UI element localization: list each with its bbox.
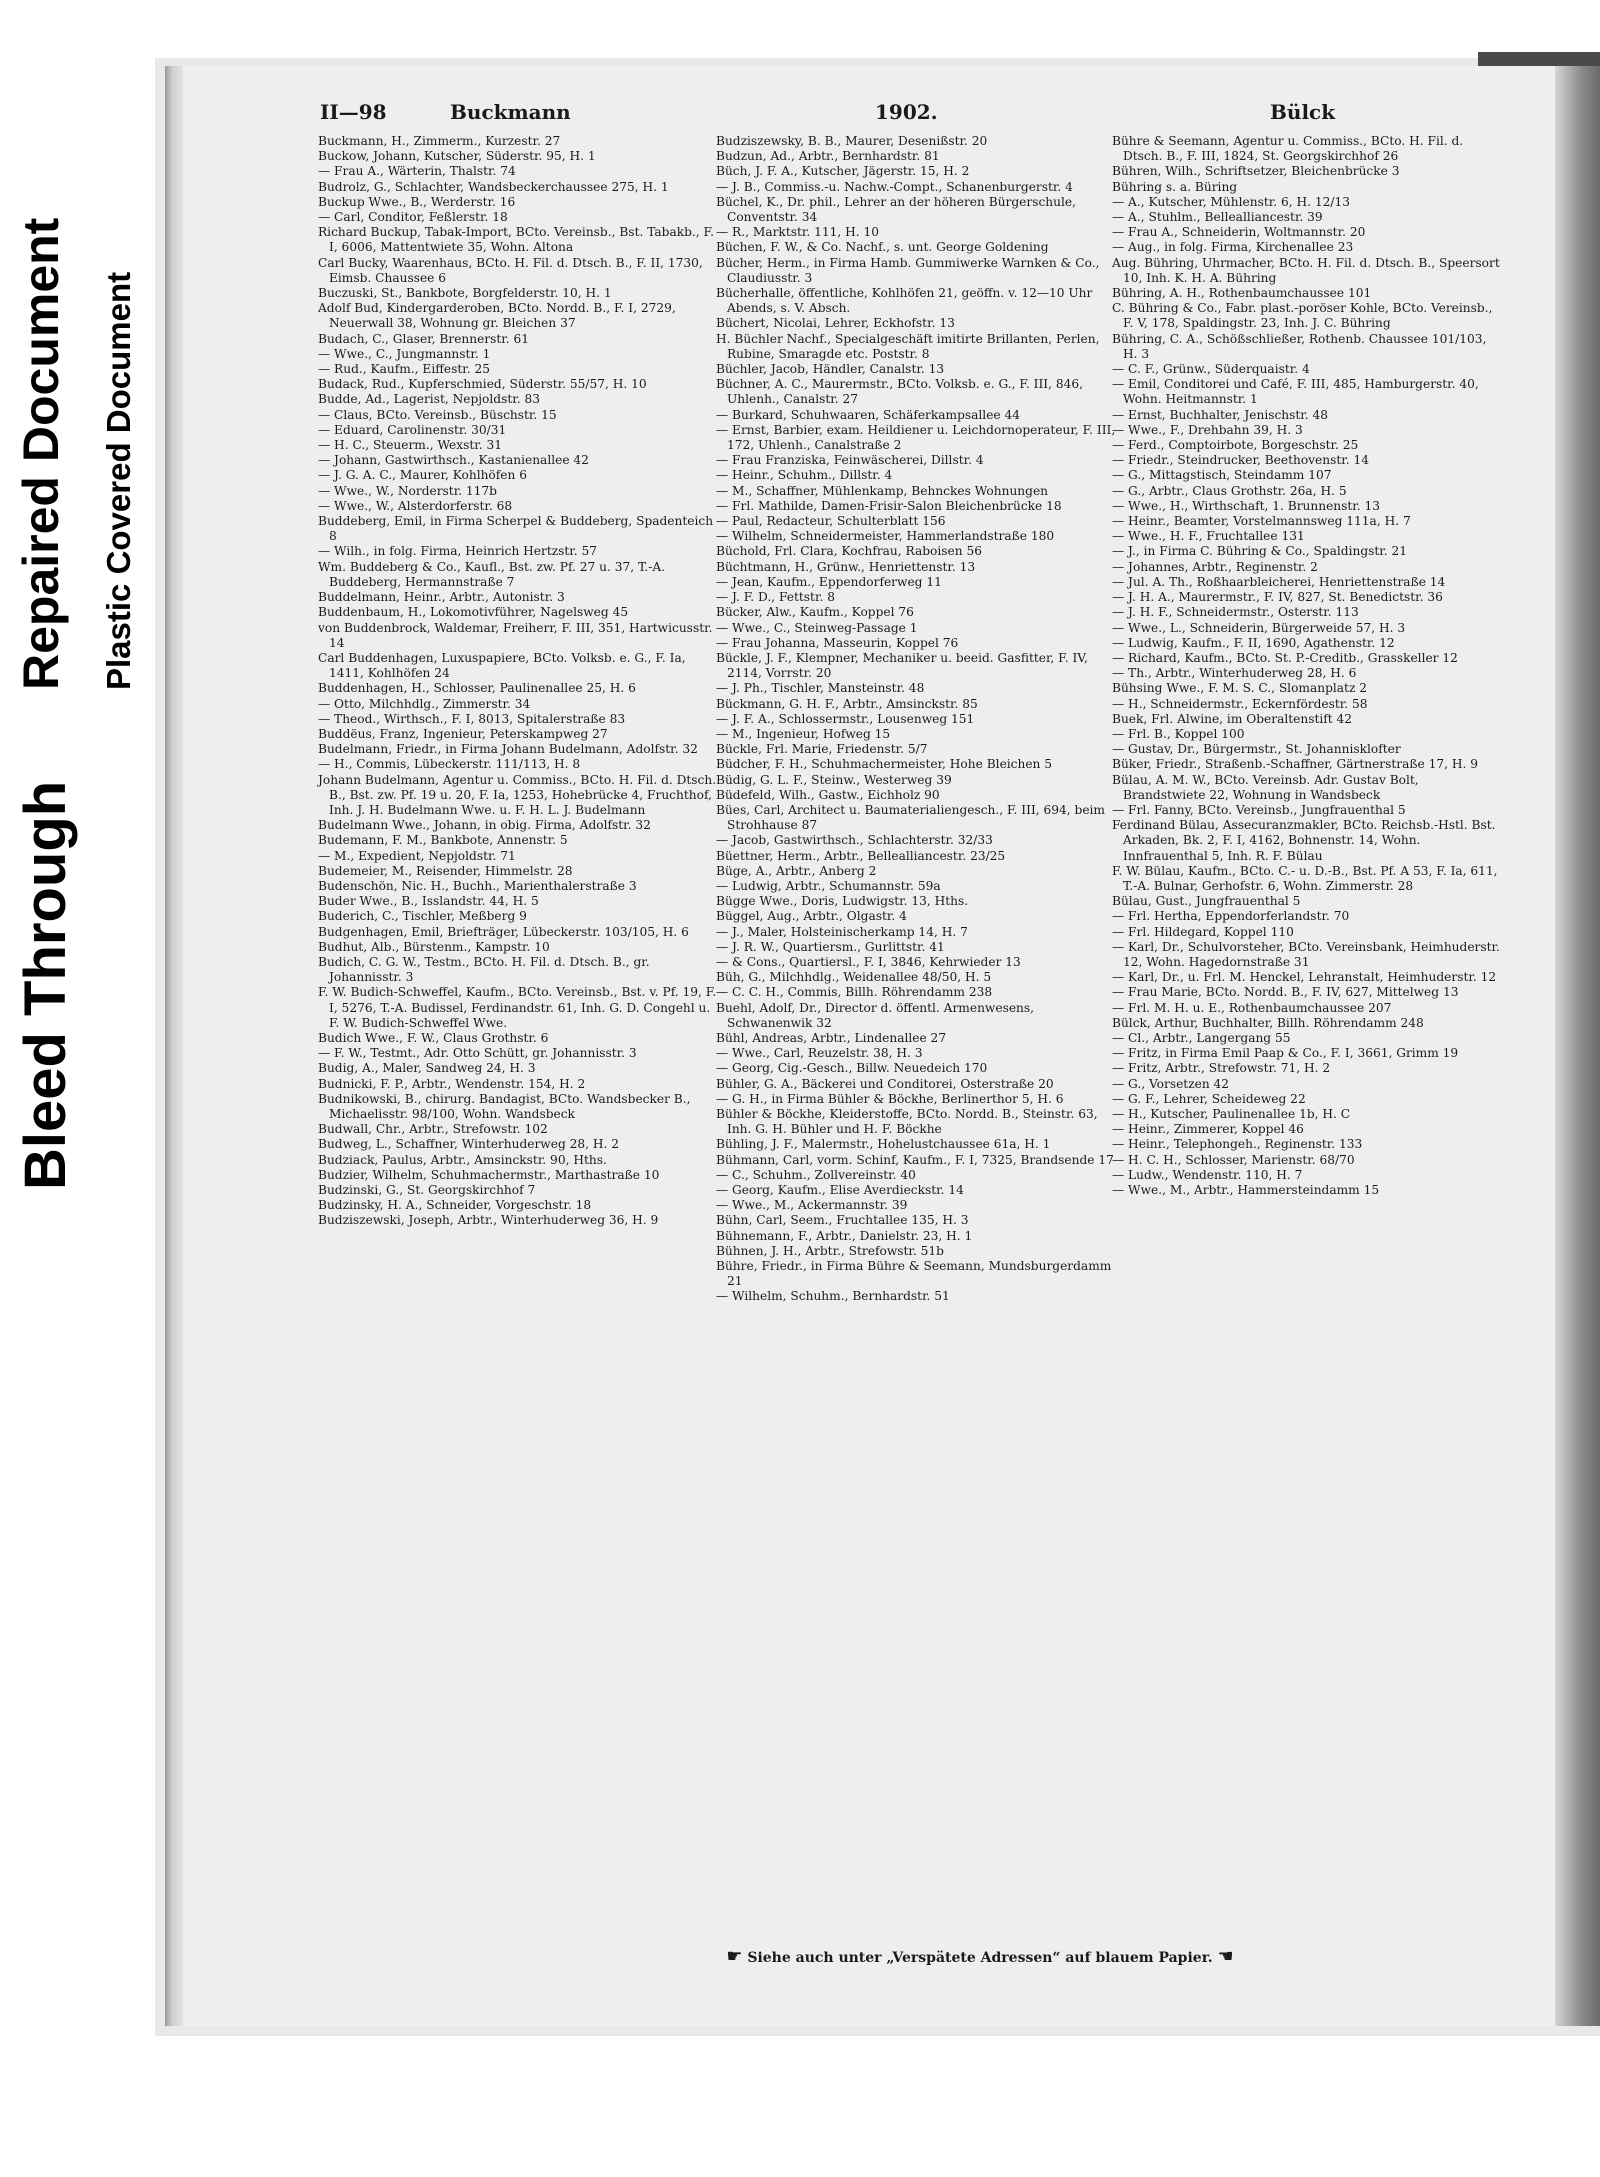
directory-entry: Budzun, Ad., Arbtr., Bernhardstr. 81 (716, 149, 940, 164)
directory-entry: — Frau Marie, BCto. Nordd. B., F. IV, 627, Mittelweg 13 (1112, 985, 1459, 1000)
directory-entry: — Wwe., M., Ackermannstr. 39 (716, 1198, 908, 1213)
directory-entry: — Ferd., Comptoirbote, Borgeschstr. 25 (1112, 438, 1359, 453)
directory-entry: Buder Wwe., B., Isslandstr. 44, H. 5 (318, 894, 539, 909)
directory-entry: — Wilhelm, Schuhm., Bernhardstr. 51 (716, 1289, 950, 1304)
directory-entry: — Wwe., W., Alsterdorferstr. 68 (318, 498, 513, 513)
directory-entry: — Eduard, Carolinenstr. 30/31 (318, 422, 507, 437)
directory-entry: Bühler & Böckhe, Kleiderstoffe, BCto. Nordd. B., Steinstr. 63, Inh. G. H. Bühler und H. F. Böckhe (716, 1107, 1098, 1137)
directory-entry: — Frl. Fanny, BCto. Vereinsb., Jungfrauenthal 5 (1112, 802, 1406, 817)
directory-entry: — & Cons., Quartiersl., F. I, 3846, Kehrwieder 13 (716, 954, 1021, 969)
directory-entry: — Georg, Kaufm., Elise Averdieckstr. 14 (716, 1183, 964, 1198)
directory-entry: — Wilh., in folg. Firma, Heinrich Hertzstr. 57 (318, 544, 598, 559)
directory-entry: — Frl. M. H. u. E., Rothenbaumchaussee 207 (1112, 1000, 1392, 1015)
directory-entry: Buddenhagen, H., Schlosser, Paulinenallee 25, H. 6 (318, 681, 636, 696)
directory-entry: Budhut, Alb., Bürstenm., Kampstr. 10 (318, 939, 550, 954)
directory-entry: Bügge Wwe., Doris, Ludwigstr. 13, Hths. (716, 894, 969, 909)
directory-entry: — Frau A., Schneiderin, Woltmannstr. 20 (1112, 225, 1366, 240)
directory-entry: — Heinr., Beamter, Vorstelmannsweg 111a, H. 7 (1112, 514, 1411, 529)
directory-entry: — Johannes, Arbtr., Reginenstr. 2 (1112, 559, 1318, 574)
directory-entry: — Wwe., H. F., Fruchtallee 131 (1112, 529, 1305, 544)
directory-entry: Buddeberg, Emil, in Firma Scherpel & Buddeberg, Spadenteich 8 (318, 514, 714, 544)
directory-entry: Budziszewsky, B. B., Maurer, Desenißstr. 20 (716, 134, 988, 148)
directory-entry: Büchen, F. W., & Co. Nachf., s. unt. George Goldening (716, 240, 1049, 255)
directory-entry: Büch, J. F. A., Kutscher, Jägerstr. 15, H. 2 (716, 164, 970, 179)
directory-entry: — R., Marktstr. 111, H. 10 (716, 225, 879, 240)
directory-entry: — J. F. D., Fettstr. 8 (716, 590, 835, 605)
directory-entry: — G., Mittagstisch, Steindamm 107 (1112, 468, 1332, 483)
directory-entry: — Fritz, Arbtr., Strefowstr. 71, H. 2 (1112, 1061, 1331, 1076)
directory-entry: Bühsing Wwe., F. M. S. C., Slomanplatz 2 (1112, 681, 1368, 696)
directory-entry: Budwall, Chr., Arbtr., Strefowstr. 102 (318, 1122, 548, 1137)
directory-entry: Büker, Friedr., Straßenb.-Schaffner, Gärtnerstraße 17, H. 9 (1112, 757, 1478, 772)
directory-entry: — J. B., Commiss.-u. Nachw.-Compt., Schanenburgerstr. 4 (716, 179, 1073, 194)
directory-entry: Buehl, Adolf, Dr., Director d. öffentl. Armenwesens, Schwanenwik 32 (716, 1000, 1035, 1030)
directory-entry: — M., Schaffner, Mühlenkamp, Behnckes Wohnungen (716, 483, 1049, 498)
directory-entry: C. Bühring & Co., Fabr. plast.-poröser Kohle, BCto. Vereinsb., F. V, 178, Spaldingstr. 23, Inh. J. C. Bühring (1112, 301, 1493, 331)
directory-entry: — Otto, Milchhdlg., Zimmerstr. 34 (318, 696, 531, 711)
directory-entry: Budzinski, G., St. Georgskirchhof 7 (318, 1183, 536, 1198)
directory-entry: Bühring s. a. Büring (1112, 179, 1238, 194)
directory-entry: — Ernst, Buchhalter, Jenischstr. 48 (1112, 407, 1329, 422)
directory-entry: Budweg, L., Schaffner, Winterhuderweg 28, H. 2 (318, 1137, 620, 1152)
directory-entry: Buczuski, St., Bankbote, Borgfelderstr. 10, H. 1 (318, 286, 612, 301)
directory-entry: — Frl. Hildegard, Koppel 110 (1112, 924, 1294, 939)
directory-entry: Bückle, J. F., Klempner, Mechaniker u. beeid. Gasfitter, F. IV, 2114, Vorrstr. 20 (716, 650, 1088, 681)
directory-entry: Buek, Frl. Alwine, im Oberaltenstift 42 (1112, 711, 1353, 726)
directory-entry: — F. W., Testmt., Adr. Otto Schütt, gr. Johannisstr. 3 (318, 1046, 637, 1061)
directory-entry: — Carl, Conditor, Feßlerstr. 18 (318, 210, 508, 225)
directory-entry: — Frau A., Wärterin, Thalstr. 74 (318, 164, 516, 179)
directory-entry: — Wwe., H., Wirthschaft, 1. Brunnenstr. 13 (1112, 498, 1381, 513)
directory-entry: Bühre, Friedr., in Firma Bühre & Seemann, Mundsburgerdamm 21 (716, 1259, 1112, 1289)
directory-entry: Budelmann, Friedr., in Firma Johann Budelmann, Adolfstr. 32 (318, 742, 698, 757)
header-year: 1902. (875, 100, 938, 124)
directory-entry: Carl Bucky, Waarenhaus, BCto. H. Fil. d. Dtsch. B., F. II, 1730, Eimsb. Chaussee 6 (318, 255, 703, 285)
directory-entry: Ferdinand Bülau, Assecuranzmakler, BCto. Reichsb.-Hstl. Bst. Arkaden, Bk. 2, F. I, 4162, Bohnenstr. 14, Wohn. Innfrauenthal 5, Inh. R. F. Bülau (1112, 818, 1496, 863)
page-header (320, 100, 1360, 130)
footer-note: Siehe auch unter „Verspätete Adressen“ auf blauem Papier. (747, 1950, 1213, 1966)
directory-entry: — Heinr., Telephongeh., Reginenstr. 133 (1112, 1137, 1363, 1152)
directory-entry: Büh, G., Milchhdlg., Weidenallee 48/50, H. 5 (716, 970, 992, 985)
directory-entry: — Wilhelm, Schneidermeister, Hammerlandstraße 180 (716, 529, 1055, 544)
directory-entry: Bücker, Alw., Kaufm., Koppel 76 (716, 605, 914, 620)
directory-entry: — Karl, Dr., Schulvorsteher, BCto. Vereinsbank, Heimhuderstr. 12, Wohn. Hagedornstraße 31 (1112, 939, 1500, 969)
directory-column-1 (318, 134, 718, 1984)
directory-entry: H. Büchler Nachf., Specialgeschäft imitirte Brillanten, Perlen, Rubine, Smaragde etc. Poststr. 8 (716, 331, 1100, 361)
directory-entry: Richard Buckup, Tabak-Import, BCto. Vereinsb., Bst. Tabakb., F. I, 6006, Mattentwiete 35, Wohn. Altona (318, 225, 714, 255)
directory-entry: F. W. Bülau, Kaufm., BCto. C.- u. D.-B., Bst. Pf. A 53, F. Ia, 611, T.-A. Bulnar, Gerhofstr. 6, Wohn. Zimmerstr. 28 (1112, 863, 1498, 893)
directory-entry: Bühren, Wilh., Schriftsetzer, Bleichenbrücke 3 (1112, 164, 1400, 179)
directory-entry: — H. C., Steuerm., Wexstr. 31 (318, 438, 502, 453)
directory-entry: — Jul. A. Th., Roßhaarbleicherei, Henriettenstraße 14 (1112, 574, 1446, 589)
directory-entry: F. W. Budich-Schweffel, Kaufm., BCto. Vereinsb., Bst. v. Pf. 19, F. I, 5276, T.-A. Budissel, Ferdinandstr. 61, Inh. G. D. Congehl u. F. W. Budich-Schweffel Wwe. (318, 985, 717, 1030)
directory-entry: Büdig, G. L. F., Steinw., Westerweg 39 (716, 772, 952, 787)
directory-entry: — C., Schuhm., Zollvereinstr. 40 (716, 1167, 916, 1182)
directory-entry: — Ludwig, Kaufm., F. II, 1690, Agathenstr. 12 (1112, 635, 1395, 650)
directory-entry: von Buddenbrock, Waldemar, Freiherr, F. III, 351, Hartwicusstr. 14 (318, 620, 713, 650)
directory-entry: — Ernst, Barbier, exam. Heildiener u. Leichdornoperateur, F. III, 172, Uhlenh., Canalstraße 2 (716, 422, 1116, 453)
directory-entry: Adolf Bud, Kindergarderoben, BCto. Nordd. B., F. I, 2729, Neuerwall 38, Wohnung gr. Bleichen 37 (318, 301, 676, 331)
directory-entry: — Gustav, Dr., Bürgermstr., St. Johannisklofter (1112, 742, 1401, 757)
directory-entry: — M., Expedient, Nepjoldstr. 71 (318, 848, 516, 863)
directory-entry: — J. H. A., Maurermstr., F. IV, 827, St. Benedictstr. 36 (1112, 590, 1443, 605)
directory-entry: Büchold, Frl. Clara, Kochfrau, Raboisen 56 (716, 544, 982, 559)
directory-entry: Budziack, Paulus, Arbtr., Amsinckstr. 90, Hths. (318, 1152, 607, 1167)
scan-edge-dark (1478, 52, 1600, 66)
directory-entry: Bühnen, J. H., Arbtr., Strefowstr. 51b (716, 1243, 944, 1258)
directory-entry: — Friedr., Steindrucker, Beethovenstr. 14 (1112, 453, 1370, 468)
page-footer (600, 1946, 1360, 1966)
directory-entry: Bülau, Gust., Jungfrauenthal 5 (1112, 894, 1301, 909)
label-bleed-through: Bleed Through (13, 780, 78, 1190)
directory-entry: Büge, A., Arbtr., Anberg 2 (716, 863, 877, 878)
header-last-entry: Bülck (1270, 100, 1336, 124)
directory-entry: Budack, Rud., Kupferschmied, Süderstr. 55/57, H. 10 (318, 377, 647, 392)
directory-entry: — Aug., in folg. Firma, Kirchenallee 23 (1112, 240, 1354, 255)
directory-entry: Budemeier, M., Reisender, Himmelstr. 28 (318, 863, 573, 878)
directory-column-3 (1112, 134, 1502, 1984)
directory-entry: — G. H., in Firma Bühler & Böckhe, Berlinerthor 5, H. 6 (716, 1091, 1064, 1106)
directory-entry: Buckow, Johann, Kutscher, Süderstr. 95, H. 1 (318, 149, 596, 164)
directory-entry: Bückle, Frl. Marie, Friedenstr. 5/7 (716, 742, 928, 757)
directory-entry: Bülau, A. M. W., BCto. Vereinsb. Adr. Gustav Bolt, Brandstwiete 22, Wohnung in Wandsbeck (1112, 772, 1419, 802)
directory-entry: Budziszewski, Joseph, Arbtr., Winterhuderweg 36, H. 9 (318, 1213, 659, 1228)
directory-entry: Budelmann Wwe., Johann, in obig. Firma, Adolfstr. 32 (318, 818, 651, 833)
directory-entry: Bühl, Andreas, Arbtr., Lindenallee 27 (716, 1030, 947, 1045)
directory-entry: Carl Buddenhagen, Luxuspapiere, BCto. Volksb. e. G., F. Ia, 1411, Kohlhöfen 24 (318, 650, 686, 681)
directory-entry: — Heinr., Zimmerer, Koppel 46 (1112, 1122, 1304, 1137)
directory-entry: Wm. Buddeberg & Co., Kaufl., Bst. zw. Pf. 27 u. 37, T.-A. Buddeberg, Hermannstraße 7 (318, 559, 666, 589)
directory-entry: Bühnemann, F., Arbtr., Danielstr. 23, H. 1 (716, 1228, 973, 1243)
label-repaired-document: Repaired Document (13, 217, 69, 690)
directory-entry: — Frau Franziska, Feinwäscherei, Dillstr. 4 (716, 453, 984, 468)
directory-entry: — Burkard, Schuhwaaren, Schäferkampsallee 44 (716, 407, 1021, 422)
directory-entry: Bühling, J. F., Malermstr., Hohelustchaussee 61a, H. 1 (716, 1137, 1051, 1152)
directory-entry: — M., Ingenieur, Hofweg 15 (716, 726, 891, 741)
directory-entry: — H. C. H., Schlosser, Marienstr. 68/70 (1112, 1152, 1355, 1167)
directory-entry: — Heinr., Schuhm., Dillstr. 4 (716, 468, 893, 483)
directory-entry: Budzinsky, H. A., Schneider, Vorgeschstr. 18 (318, 1198, 592, 1213)
directory-entry: Bücherhalle, öffentliche, Kohlhöfen 21, geöffn. v. 12—10 Uhr Abends, s. V. Absch. (716, 286, 1093, 316)
directory-entry: — Wwe., Carl, Reuzelstr. 38, H. 3 (716, 1046, 923, 1061)
directory-entry: Budenschön, Nic. H., Buchh., Marienthalerstraße 3 (318, 878, 637, 893)
directory-entry: Budich, C. G. W., Testm., BCto. H. Fil. d. Dtsch. B., gr. Johannisstr. 3 (318, 954, 650, 985)
directory-entry: — G., Vorsetzen 42 (1112, 1076, 1230, 1091)
directory-entry: Buckmann, H., Zimmerm., Kurzestr. 27 (318, 134, 561, 148)
directory-entry: — Paul, Redacteur, Schulterblatt 156 (716, 514, 946, 529)
directory-entry: Budich Wwe., F. W., Claus Grothstr. 6 (318, 1030, 549, 1045)
label-plastic-covered-document: Plastic Covered Document (100, 271, 137, 690)
directory-entry: Bües, Carl, Architect u. Baumaterialiengesch., F. III, 694, beim Strohhause 87 (716, 802, 1105, 833)
directory-entry: — Frl. Hertha, Eppendorferlandstr. 70 (1112, 909, 1350, 924)
directory-entry: Budemann, F. M., Bankbote, Annenstr. 5 (318, 833, 568, 848)
directory-entry: Budrolz, G., Schlachter, Wandsbeckerchaussee 275, H. 1 (318, 179, 669, 194)
directory-entry: — H., Schneidermstr., Eckernfördestr. 58 (1112, 696, 1368, 711)
directory-entry: Bücher, Herm., in Firma Hamb. Gummiwerke Warnken & Co., Claudiusstr. 3 (716, 255, 1100, 285)
directory-entry: — Johann, Gastwirthsch., Kastanienallee 42 (318, 453, 589, 468)
directory-entry: Büchel, K., Dr. phil., Lehrer an der höheren Bürgerschule, Conventstr. 34 (716, 194, 1076, 225)
directory-entry: — J. R. W., Quartiersm., Gurlittstr. 41 (716, 939, 945, 954)
directory-entry: — J. Ph., Tischler, Mansteinstr. 48 (716, 681, 925, 696)
directory-entry: — H., Commis, Lübeckerstr. 111/113, H. 8 (318, 757, 581, 772)
directory-entry: — Frau Johanna, Masseurin, Koppel 76 (716, 635, 959, 650)
side-labels (0, 0, 160, 1250)
directory-entry: Bückmann, G. H. F., Arbtr., Amsinckstr. 85 (716, 696, 978, 711)
directory-entry: — Th., Arbtr., Winterhuderweg 28, H. 6 (1112, 666, 1357, 681)
directory-entry: Büchtmann, H., Grünw., Henriettenstr. 13 (716, 559, 976, 574)
directory-entry: Bühring, A. H., Rothenbaumchaussee 101 (1112, 286, 1372, 301)
directory-entry: — Wwe., M., Arbtr., Hammersteindamm 15 (1112, 1183, 1380, 1198)
directory-entry: — Karl, Dr., u. Frl. M. Henckel, Lehranstalt, Heimhuderstr. 12 (1112, 970, 1497, 985)
page-number: II—98 (320, 100, 387, 124)
directory-entry: Bühre & Seemann, Agentur u. Commiss., BCto. H. Fil. d. Dtsch. B., F. III, 1824, St. Georgskirchhof 26 (1112, 134, 1464, 164)
directory-entry: — Wwe., L., Schneiderin, Bürgerweide 57, H. 3 (1112, 620, 1406, 635)
page-binding (165, 66, 183, 2026)
directory-entry: — Jacob, Gastwirthsch., Schlachterstr. 32/33 (716, 833, 993, 848)
directory-entry: Büchner, A. C., Maurermstr., BCto. Volksb. e. G., F. III, 846, Uhlenh., Canalstr. 27 (716, 377, 1084, 407)
directory-entry: Budgenhagen, Emil, Briefträger, Lübeckerstr. 103/105, H. 6 (318, 924, 689, 939)
pointing-hand-left-icon: ☛ (726, 1946, 743, 1967)
directory-entry: — Georg, Cig.-Gesch., Billw. Neuedeich 170 (716, 1061, 988, 1076)
directory-entry: — G. F., Lehrer, Scheideweg 22 (1112, 1091, 1306, 1106)
directory-entry: Buckup Wwe., B., Werderstr. 16 (318, 194, 516, 209)
directory-entry: Buddëus, Franz, Ingenieur, Peterskampweg 27 (318, 726, 608, 741)
directory-entry: Büchert, Nicolai, Lehrer, Eckhofstr. 13 (716, 316, 955, 331)
directory-entry: — Ludw., Wendenstr. 110, H. 7 (1112, 1167, 1303, 1182)
directory-entry: Aug. Bühring, Uhrmacher, BCto. H. Fil. d. Dtsch. B., Speersort 10, Inh. K. H. A. Bühring (1112, 255, 1500, 285)
directory-entry: — Fritz, in Firma Emil Paap & Co., F. I, 3661, Grimm 19 (1112, 1046, 1459, 1061)
directory-entry: Büchler, Jacob, Händler, Canalstr. 13 (716, 362, 945, 377)
directory-entry: Bühn, Carl, Seem., Fruchtallee 135, H. 3 (716, 1213, 969, 1228)
directory-entry: Budach, C., Glaser, Brennerstr. 61 (318, 331, 530, 346)
directory-entry: Buddelmann, Heinr., Arbtr., Autonistr. 3 (318, 590, 565, 605)
directory-entry: Bühmann, Carl, vorm. Schinf, Kaufm., F. I, 7325, Brandsende 17 (716, 1152, 1114, 1167)
pointing-hand-right-icon: ☚ (1217, 1946, 1234, 1967)
directory-entry: — J. H. F., Schneidermstr., Osterstr. 113 (1112, 605, 1359, 620)
directory-entry: Bühring, C. A., Schößschließer, Rothenb. Chaussee 101/103, H. 3 (1112, 331, 1487, 361)
directory-entry: — J., Maler, Holsteinischerkamp 14, H. 7 (716, 924, 968, 939)
directory-entry: Büdefeld, Wilh., Gastw., Eichholz 90 (716, 787, 940, 802)
directory-column-2 (716, 134, 1116, 1984)
directory-entry: Bühler, G. A., Bäckerei und Conditorei, Osterstraße 20 (716, 1076, 1054, 1091)
directory-entry: — Jean, Kaufm., Eppendorferweg 11 (716, 574, 942, 589)
directory-entry: Buddenbaum, H., Lokomotivführer, Nagelsweg 45 (318, 605, 629, 620)
directory-entry: — Emil, Conditorei und Café, F. III, 485, Hamburgerstr. 40, Wohn. Heitmannstr. 1 (1112, 377, 1479, 407)
directory-entry: — A., Stuhlm., Bellealliancestr. 39 (1112, 210, 1323, 225)
directory-entry: — Wwe., F., Drehbahn 39, H. 3 (1112, 422, 1303, 437)
directory-entry: — J. F. A., Schlossermstr., Lousenweg 151 (716, 711, 975, 726)
directory-entry: Budnikowski, B., chirurg. Bandagist, BCto. Wandsbecker B., Michaelisstr. 98/100, Wohn. Wandsbeck (318, 1091, 691, 1121)
directory-entry: Budzier, Wilhelm, Schuhmachermstr., Marthastraße 10 (318, 1167, 660, 1182)
directory-entry: Büettner, Herm., Arbtr., Bellealliancestr. 23/25 (716, 848, 1006, 863)
directory-entry: Budde, Ad., Lagerist, Nepjoldstr. 83 (318, 392, 540, 407)
directory-entry: Buderich, C., Tischler, Meßberg 9 (318, 909, 527, 924)
directory-entry: — G., Arbtr., Claus Grothstr. 26a, H. 5 (1112, 483, 1347, 498)
directory-entry: — Wwe., C., Jungmannstr. 1 (318, 346, 491, 361)
directory-entry: — C. C. H., Commis, Billh. Röhrendamm 238 (716, 985, 993, 1000)
directory-entry: — Claus, BCto. Vereinsb., Büschstr. 15 (318, 407, 557, 422)
directory-entry: — A., Kutscher, Mühlenstr. 6, H. 12/13 (1112, 194, 1350, 209)
header-first-entry: Buckmann (450, 100, 571, 124)
directory-entry: — J. G. A. C., Maurer, Kohlhöfen 6 (318, 468, 527, 483)
directory-entry: — Wwe., W., Norderstr. 117b (318, 483, 497, 498)
page-edge (1555, 66, 1600, 2026)
directory-entry: — Cl., Arbtr., Langergang 55 (1112, 1030, 1291, 1045)
directory-entry: Johann Budelmann, Agentur u. Commiss., BCto. H. Fil. d. Dtsch. B., Bst. zw. Pf. 19 u. 20, F. Ia, 1253, Hohebrücke 4, Fruchthof, Inh. J. H. Budelmann Wwe. u. F. H. L. J. Budelmann (318, 772, 717, 817)
directory-entry: Büggel, Aug., Arbtr., Olgastr. 4 (716, 909, 907, 924)
directory-entry: — J., in Firma C. Bühring & Co., Spaldingstr. 21 (1112, 544, 1408, 559)
directory-entry: — Frl. Mathilde, Damen-Frisir-Salon Bleichenbrücke 18 (716, 498, 1062, 513)
directory-entry: — Theod., Wirthsch., F. I, 8013, Spitalerstraße 83 (318, 711, 626, 726)
directory-entry: — H., Kutscher, Paulinenallee 1b, H. C (1112, 1107, 1351, 1121)
directory-entry: — Rud., Kaufm., Eiffestr. 25 (318, 362, 490, 377)
directory-entry: — C. F., Grünw., Süderquaistr. 4 (1112, 362, 1310, 377)
directory-entry: — Frl. B., Koppel 100 (1112, 726, 1245, 741)
directory-entry: Budig, A., Maler, Sandweg 24, H. 3 (318, 1061, 536, 1076)
directory-entry: Bülck, Arthur, Buchhalter, Billh. Röhrendamm 248 (1112, 1015, 1424, 1030)
directory-entry: Budnicki, F. P., Arbtr., Wendenstr. 154, H. 2 (318, 1076, 586, 1091)
directory-entry: Büdcher, F. H., Schuhmachermeister, Hohe Bleichen 5 (716, 757, 1053, 772)
directory-entry: — Wwe., C., Steinweg-Passage 1 (716, 620, 918, 635)
directory-entry: — Richard, Kaufm., BCto. St. P.-Creditb., Grasskeller 12 (1112, 650, 1458, 665)
directory-entry: — Ludwig, Arbtr., Schumannstr. 59a (716, 878, 941, 893)
